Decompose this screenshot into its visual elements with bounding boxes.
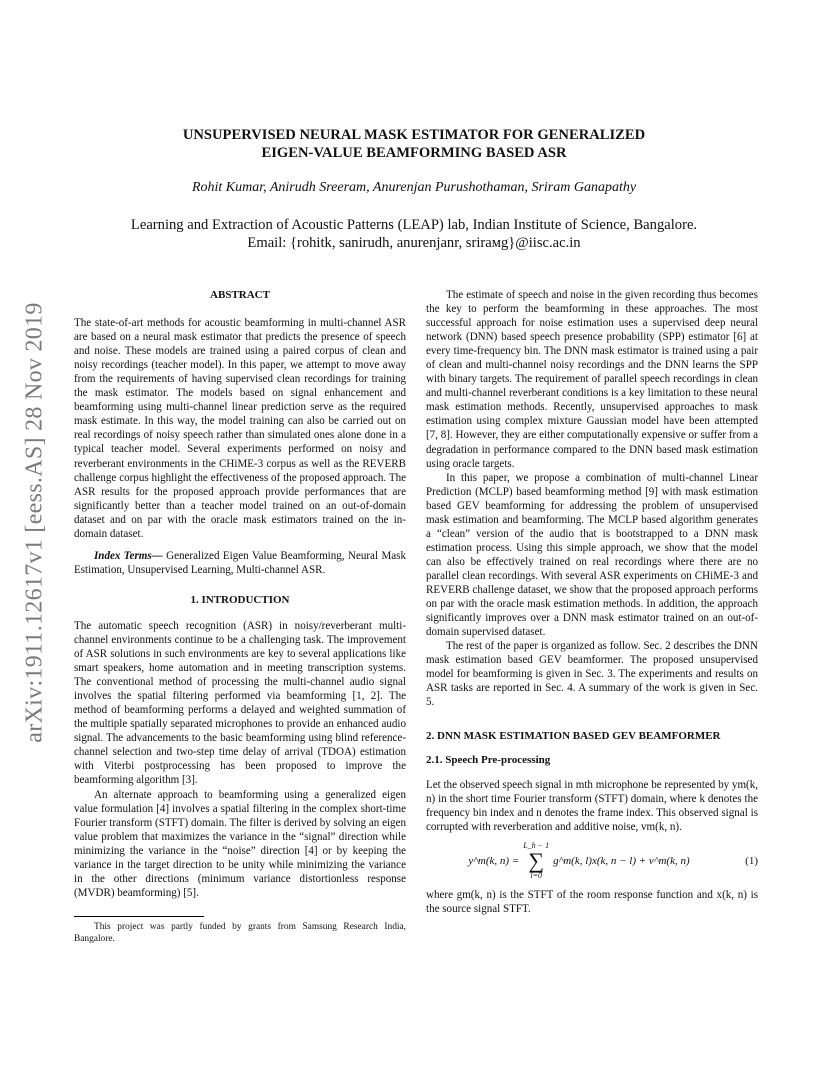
section-2-1-heading: 2.1. Speech Pre-processing (426, 754, 551, 767)
after-equation-text: where gm(k, n) is the STFT of the room response function and x(k, n) is the source signal STFT. (426, 888, 758, 915)
section-2-1-text: Let the observed speech signal in mth microphone be represented by ym(k, n) in the short time Fourier transform (STFT) domain, where k denotes the frequency bin index and n denotes the frame index. This observed signal is corrupted with reverberation and additive noise, vm(k, n). (426, 778, 758, 833)
authors: Rohit Kumar, Anirudh Sreeram, Anurenjan Purushothaman, Sriram Ganapathy (191, 180, 637, 195)
footnote: This project was partly funded by grants from Samsung Research India, Bangalore. (74, 921, 406, 944)
index-terms-text: Generalized Eigen Value Beamforming, Neural Mask Estimation, Unsupervised Learning, Multi-channel ASR. (74, 549, 406, 576)
summation-symbol: L_h − 1 ∑ l=0 (523, 840, 550, 880)
equation-rhs: g^m(k, l)x(k, n − l) + v^m(k, n) (553, 854, 690, 867)
right-paragraph-1: The estimate of speech and noise in the given recording thus becomes the key to perform the beamforming in these approaches. The most successful approach for noise estimation uses a supervised deep neural network (DNN) based speech presence probability (SPP) estimator [6] at every time-frequency bin. The DNN mask estimator is trained using a pair of clean and multi-channel noisy recordings and the DNN learns the SPP with binary targets. The requirement of parallel speech recordings in clean and multi-channel reverberant conditions is a key limitation to these neural mask estimation methods. Recently, unsupervised approaches to mask estimation using complex mixture Gaussian model have been attempted [7, 8]. However, they are either computationally expensive or suffer from a degradation in performance compared to the DNN based mask estimation using oracle targets. (426, 289, 758, 470)
affiliation-line-1: Learning and Extraction of Acoustic Patterns (LEAP) lab, Indian Institute of Science, Bangalore. (130, 217, 698, 233)
intro-paragraph-2: An alternate approach to beamforming using a generalized eigen value formulation [4] involves a spatial filtering in the complex short-time Fourier transform (STFT) domain. The filter is derived by solving an eigen value problem that maximizes the variance in the “signal” direction while minimizing the variance in the “noise” direction [4] or by keeping the variance in the target direction to be unity while minimizing the variance in the other directions (minimum variance distortionless response (MVDR) beamforming) [5]. (74, 788, 406, 899)
sum-lower-limit: l=0 (530, 870, 542, 880)
right-column (426, 288, 758, 916)
right-paragraph-3: The rest of the paper is organized as follow. Sec. 2 describes the DNN mask estimation based GEV beamformer. The proposed unsupervised model for beamforming is given in Sec. 3. The experiments and results on ASR tasks are reported in Sec. 4. A summary of the work is given in Sec. 5. (426, 640, 758, 709)
right-paragraph-2: In this paper, we propose a combination of multi-channel Linear Prediction (MCLP) based beamforming method [9] with mask estimation based GEV beamforming for addressing the problem of unsupervised mask estimation and beamforming. The MCLP based algorithm generates a “clean” version of the audio that is bootstrapped to a DNN mask estimation process. Using this simple approach, we show that the model can also be effectively trained on real recordings where there are no parallel clean recordings. With several ASR experiments on CHiME-3 and REVERB challenge dataset, we show that the proposed approach performs on par with the oracle mask estimation methods. In addition, the approach significantly improves over a DNN mask estimator trained on an out-of-domain supervised dataset. (426, 471, 758, 639)
equation-lhs: y^m(k, n) = (468, 854, 520, 867)
index-terms-label: Index Terms— (94, 549, 163, 562)
affiliation-email: Email: {rohitk, sanirudh, anurenjanr, srirамg}@iisc.ac.in (247, 235, 581, 251)
arxiv-side-label: arXiv:1911.12617v1 [eess.AS] 28 Nov 2019 (21, 301, 48, 743)
index-terms (74, 549, 406, 577)
section-2-heading: 2. DNN MASK ESTIMATION BASED GEV BEAMFORMER (426, 730, 721, 743)
abstract-heading: ABSTRACT (210, 289, 270, 301)
intro-paragraph-1: The automatic speech recognition (ASR) in noisy/reverberant multi-channel environments continue to be a challenging task. The improvement of ASR solutions in such environments are key to several applications like smart speakers, home automation and in meeting transcription systems. The conventional method of processing the multi-channel audio signal involves the spatial filtering performed via beamforming [1, 2]. The method of beamforming performs a delayed and weighted summation of the multiple spatially separated microphones to provide an enhanced audio signal. The advancements to the basic beamforming using blind reference-channel selection and two-step time delay of arrival (TDOA) estimation with Viterbi postprocessing has been proposed to improve the beamforming algorithm [3]. (74, 619, 406, 787)
equation-1 (426, 834, 758, 888)
equation-number: (1) (745, 854, 758, 867)
abstract-text: The state-of-art methods for acoustic beamforming in multi-channel ASR are based on a neural mask estimator that predicts the presence of speech and noise. These models are trained using a paired corpus of clean and noisy recordings (teacher model). In this paper, we attempt to move away from the requirements of having supervised clean recordings for training the mask estimator. The models based on signal enhancement and beamforming using multi-channel linear prediction serve as the required mask estimate. In this way, the model training can also be carried out on real recordings of noisy speech rather than simulated ones alone done in a typical teacher model. Several experiments performed on noisy and reverberant environments in the CHiME-3 corpus as well as the REVERB challenge corpus highlight the effectiveness of the proposed approach. The ASR results for the proposed approach provide performances that are significantly better than a teacher model trained on an out-of-domain dataset and on par with the oracle mask estimators trained on the in-domain dataset. (74, 317, 406, 540)
left-column (74, 288, 406, 945)
sum-upper-limit: L_h − 1 (523, 840, 550, 850)
title-line-1: UNSUPERVISED NEURAL MASK ESTIMATOR FOR GENERALIZED (182, 127, 646, 143)
intro-heading: 1. INTRODUCTION (190, 593, 290, 606)
footnote-rule (74, 916, 204, 917)
title-line-2: EIGEN-VALUE BEAMFORMING BASED ASR (261, 145, 567, 161)
paper-title (100, 126, 728, 162)
affiliation (80, 216, 748, 252)
